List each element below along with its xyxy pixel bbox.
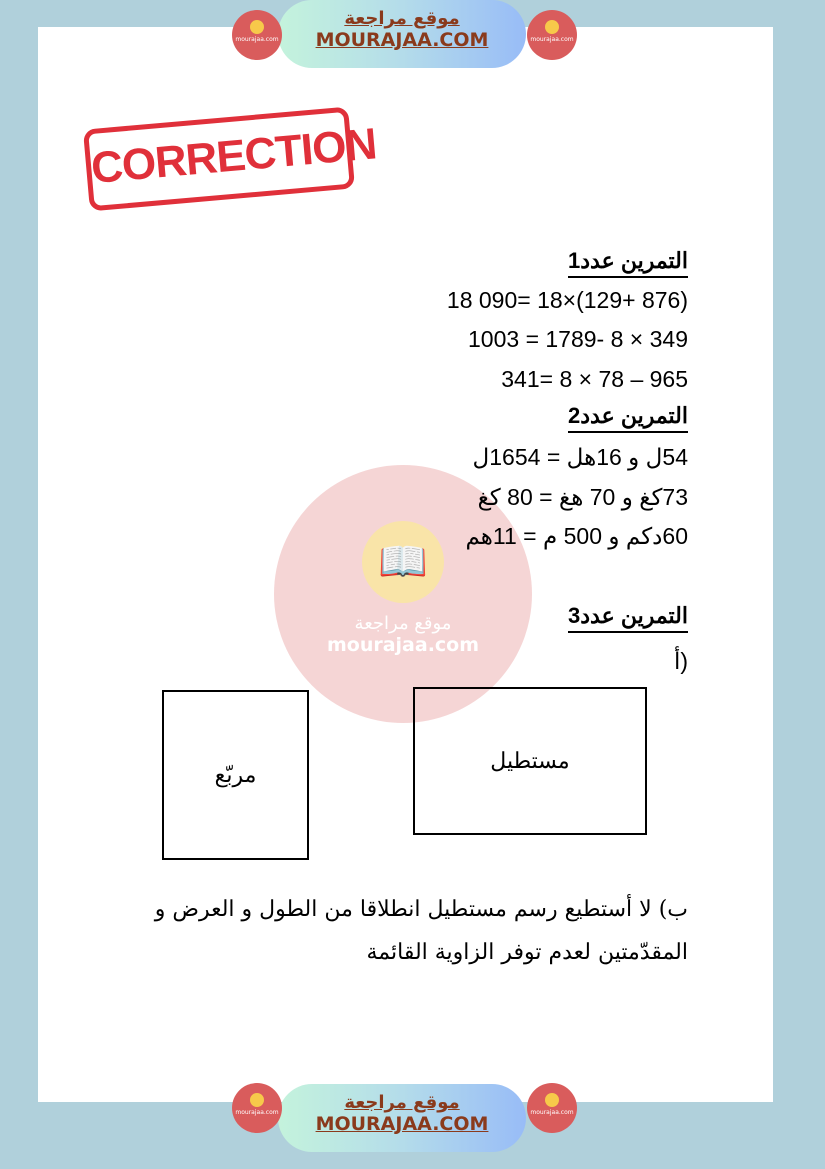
footer-site-en: MOURAJAA.COM — [315, 1113, 489, 1135]
exercise-1-title: التمرين عدد1 — [568, 248, 688, 278]
square-shape — [162, 690, 309, 860]
watermark-ar: موقع مراجعة — [354, 613, 452, 634]
header-banner[interactable] — [278, 0, 526, 68]
correction-stamp: CORRECTION — [83, 107, 355, 212]
part-a-label: أ) — [673, 648, 688, 674]
part-b-line: ب) لا أستطيع رسم مستطيل انطلاقا من الطول و العرض و — [154, 897, 688, 922]
badge-text: mourajaa.com — [530, 1109, 574, 1116]
logo-badge-right — [527, 1083, 577, 1133]
part-b-line: المقدّمتين لعدم توفر الزاوية القائمة — [366, 940, 688, 965]
badge-text: mourajaa.com — [235, 36, 279, 43]
ex2-line: 54ل و 16هل = 1654ل — [472, 444, 688, 470]
footer-site-ar: موقع مراجعة — [344, 1092, 460, 1113]
header-site-en: MOURAJAA.COM — [315, 29, 489, 51]
exercise-3-title: التمرين عدد3 — [568, 603, 688, 633]
logo-badge-right — [527, 10, 577, 60]
badge-text: mourajaa.com — [530, 36, 574, 43]
logo-badge-left — [232, 1083, 282, 1133]
ex2-line: 73كغ و 70 هغ = 80 كغ — [477, 484, 688, 510]
badge-text: mourajaa.com — [235, 1109, 279, 1116]
ex1-line: 18 090= 18×(129+ 876) — [446, 287, 688, 313]
logo-badge-left — [232, 10, 282, 60]
exercise-2-title: التمرين عدد2 — [568, 403, 688, 433]
footer-banner[interactable] — [278, 1084, 526, 1152]
ex1-line: 1003 = 1789- 8 × 349 — [468, 326, 688, 352]
watermark-en: mourajaa.com — [326, 634, 480, 656]
ex1-line: 341= 8 × 78 – 965 — [501, 366, 688, 392]
book-icon: 📖 — [362, 521, 444, 603]
ex2-line: 60دكم و 500 م = 11هم — [465, 523, 688, 549]
rectangle-label: مستطيل — [490, 748, 570, 774]
header-site-ar: موقع مراجعة — [344, 8, 460, 29]
square-label: مربّع — [214, 762, 257, 788]
rectangle-shape — [413, 687, 647, 835]
